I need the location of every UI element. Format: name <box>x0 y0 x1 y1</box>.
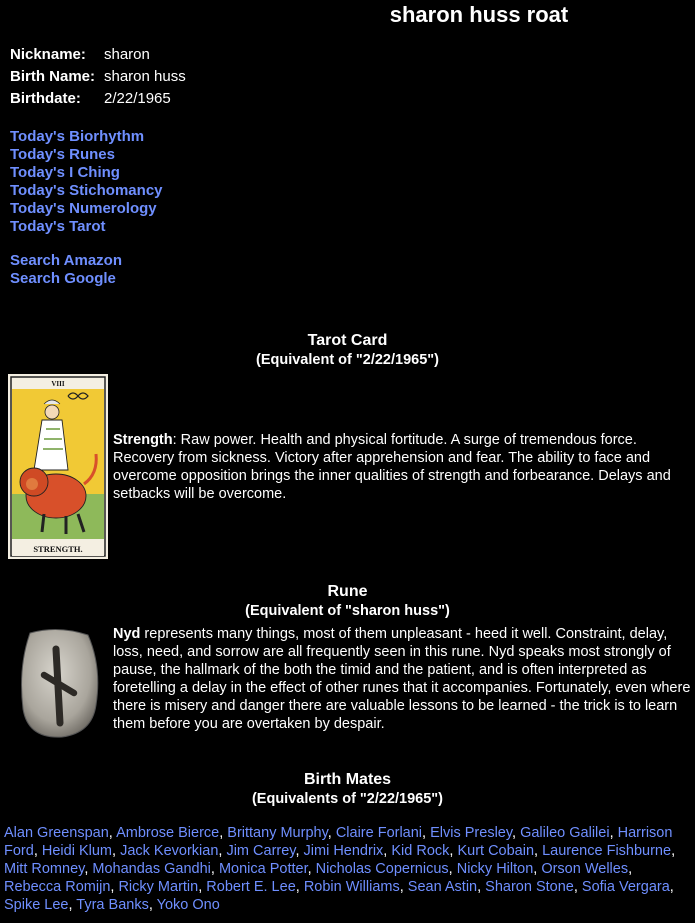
search-links <box>10 252 122 288</box>
tarot-term: Strength <box>113 432 173 448</box>
birthmate-link[interactable]: Elvis Presley <box>430 825 513 841</box>
rune-heading-block <box>0 582 695 620</box>
birthmates-heading-block <box>0 770 695 808</box>
nickname-value: sharon <box>104 46 150 63</box>
birthmate-link[interactable]: Laurence Fishburne <box>542 843 672 859</box>
birthmate-link[interactable]: Nicholas Copernicus <box>315 861 449 877</box>
birthdate-value: 2/22/1965 <box>104 90 171 107</box>
birthmate-link[interactable]: Brittany Murphy <box>227 825 328 841</box>
link-iching[interactable]: Today's I Ching <box>10 164 120 181</box>
birthmates-subheading: (Equivalents of "2/22/1965") <box>251 791 444 807</box>
birthmate-link[interactable]: Jack Kevorkian <box>120 843 219 859</box>
birthmate-link[interactable]: Jimi Hendrix <box>303 843 384 859</box>
birthmate-link[interactable]: Ricky Martin <box>118 879 199 895</box>
tarot-heading: Tarot Card <box>307 332 388 349</box>
birthmate-link[interactable]: Sofia Vergara <box>581 879 670 895</box>
birthmate-link[interactable]: Monica Potter <box>218 861 308 877</box>
nickname-row <box>10 44 186 66</box>
rune-term: Nyd <box>113 626 141 642</box>
birthmate-link[interactable]: Orson Welles <box>541 861 629 877</box>
birthmate-link[interactable]: Spike Lee <box>4 897 69 913</box>
birthmate-link[interactable]: Mitt Romney <box>4 861 85 877</box>
birthmate-link[interactable]: Sean Astin <box>407 879 478 895</box>
birthmate-link[interactable]: Robin Williams <box>303 879 400 895</box>
birthmates-list: Alan Greenspan, Ambrose Bierce, Brittany Murphy, Claire Forlani, Elvis Presley, Galileo Galilei, Harrison Ford, Heidi Klum, Jack Kevorkian, Jim Carrey, Jimi Hendrix, Kid Rock, Kurt Cobain, Laurence Fishburne, Mitt Romney, Mohandas Gandhi, Monica Potter, Nicholas Copernicus, Nicky Hilton, Orson Welles, Rebecca Romijn, Ricky Martin, Robert E. Lee, Robin Williams, Sean Astin, Sharon Stone, Sofia Vergara, Spike Lee, Tyra Banks, Yoko Ono <box>4 825 676 913</box>
rune-heading: Rune <box>327 583 368 600</box>
birthmate-link[interactable]: Sharon Stone <box>485 879 574 895</box>
birthmate-link[interactable]: Jim Carrey <box>226 843 296 859</box>
tarot-subheading: (Equivalent of "2/22/1965") <box>256 352 439 368</box>
birthname-value: sharon huss <box>104 68 186 85</box>
rune-description <box>113 625 691 733</box>
daily-links <box>10 128 163 236</box>
link-tarot[interactable]: Today's Tarot <box>10 218 106 235</box>
birthmates-heading: Birth Mates <box>303 771 392 788</box>
page-title: sharon huss roat <box>389 2 569 27</box>
birthmate-link[interactable]: Harrison Ford <box>4 825 673 859</box>
birthdate-row <box>10 88 186 110</box>
birthmate-link[interactable]: Robert E. Lee <box>206 879 296 895</box>
birthname-label: Birth Name: <box>10 68 96 85</box>
rune-text: represents many things, most of them unpleasant - heed it well. Constraint, delay, loss, need, and sorrow are all frequently seen in this rune. Nyd speaks most strongly of pause, the hallmark of the both the timid and the patient, and is often interpreted as foretelling a delay in the effect of other runes that it accompanies. Fortunately, even where there is misery and danger there are valuable lessons to be learned - the trick is to learn them before you are overtaken by despair. <box>113 626 691 732</box>
tarot-heading-block <box>0 331 695 369</box>
birthmate-link[interactable]: Heidi Klum <box>41 843 112 859</box>
link-biorhythm[interactable]: Today's Biorhythm <box>10 128 145 145</box>
birthmate-link[interactable]: Kid Rock <box>391 843 450 859</box>
birthdate-label: Birthdate: <box>10 90 81 107</box>
link-stichomancy[interactable]: Today's Stichomancy <box>10 182 163 199</box>
birthmate-link[interactable]: Nicky Hilton <box>456 861 534 877</box>
birthmate-link[interactable]: Galileo Galilei <box>520 825 610 841</box>
tarot-card-image <box>8 374 108 559</box>
birthmate-link[interactable]: Mohandas Gandhi <box>92 861 211 877</box>
rune-stone-image <box>18 627 100 739</box>
birthmate-link[interactable]: Claire Forlani <box>335 825 423 841</box>
birthmate-link[interactable]: Kurt Cobain <box>457 843 535 859</box>
tarot-description <box>113 431 691 503</box>
rune-subheading: (Equivalent of "sharon huss") <box>245 603 450 619</box>
link-numerology[interactable]: Today's Numerology <box>10 200 157 217</box>
person-info <box>10 44 186 110</box>
link-runes[interactable]: Today's Runes <box>10 146 115 163</box>
birthmate-link[interactable]: Ambrose Bierce <box>116 825 220 841</box>
nickname-label: Nickname: <box>10 46 86 63</box>
birthmate-link[interactable]: Yoko Ono <box>156 897 220 913</box>
birthmate-link[interactable]: Rebecca Romijn <box>4 879 111 895</box>
tarot-card-caption: STRENGTH. <box>33 544 83 554</box>
tarot-text: : Raw power. Health and physical fortitude. A surge of tremendous force. Recovery from sickness. Victory after apprehension and fear. The ability to face and overcome opposition brings the inner qualities of strength and forbearance. Delays and setbacks will be overcome. <box>113 432 671 502</box>
tarot-card-numeral: VIII <box>51 380 65 388</box>
birthmate-link[interactable]: Alan Greenspan <box>4 825 109 841</box>
birthmate-link[interactable]: Tyra Banks <box>76 897 149 913</box>
link-search-google[interactable]: Search Google <box>10 270 116 287</box>
birthname-row <box>10 66 186 88</box>
link-search-amazon[interactable]: Search Amazon <box>10 252 122 269</box>
